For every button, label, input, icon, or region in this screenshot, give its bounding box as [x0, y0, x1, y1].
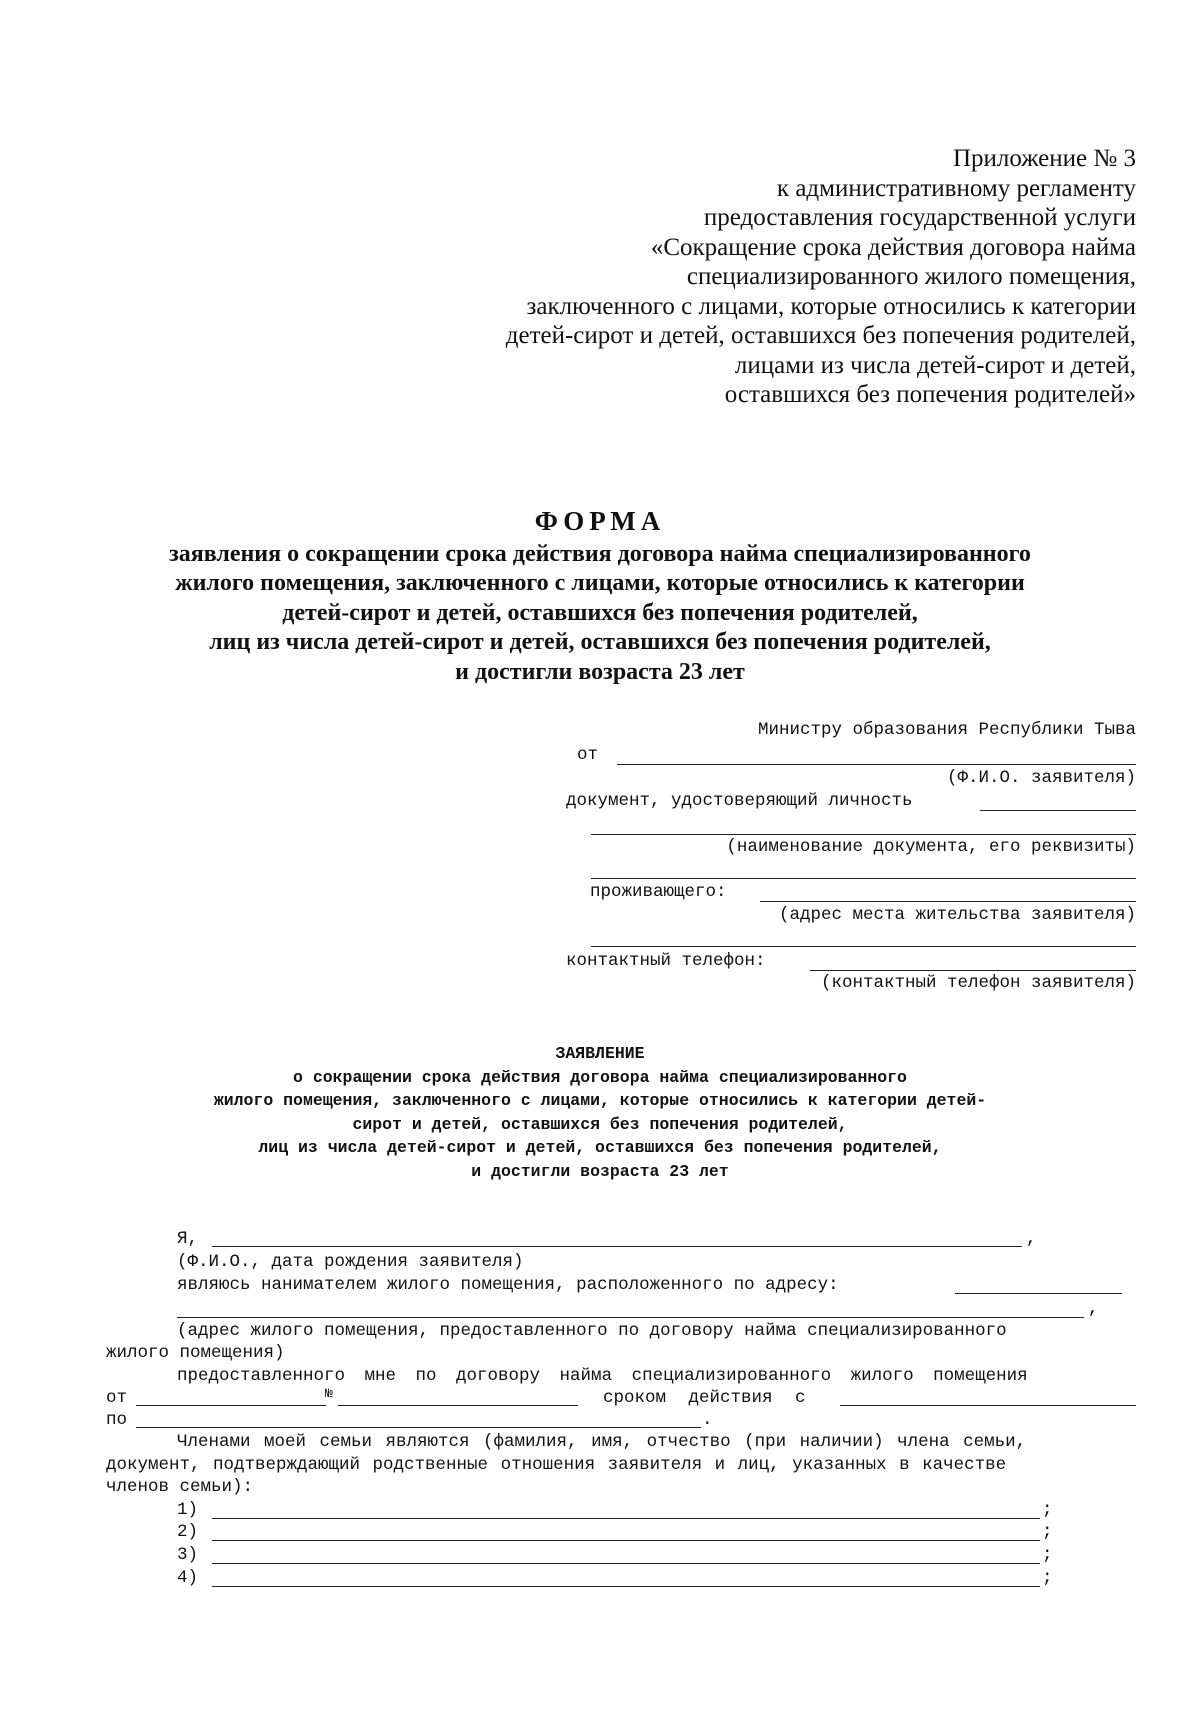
provided-text: предоставленного мне по договору найма специализированного жилого помещения: [177, 1366, 1028, 1386]
semicolon: ;: [1042, 1500, 1053, 1520]
appendix-line: предоставления государственной услуги: [703, 204, 1136, 231]
family-member-field[interactable]: [212, 1563, 1040, 1564]
contract-from-label: от: [106, 1388, 128, 1408]
doc-hint: (наименование документа, его реквизиты): [726, 837, 1136, 857]
semicolon: ;: [1042, 1568, 1053, 1588]
form-description-line: и достигли возраста 23 лет: [455, 658, 745, 685]
statement-line: сирот и детей, оставшихся без попечения родителей,: [352, 1114, 848, 1134]
identity-doc-label: документ, удостоверяющий личность: [566, 791, 913, 811]
appendix-line: лицами из числа детей-сирот и детей,: [734, 351, 1136, 379]
appendix-line: заключенного с лицами, которые относились к категории: [526, 292, 1136, 320]
form-description-line: детей-сирот и детей, оставшихся без попечения родителей,: [282, 599, 918, 626]
applicant-fio-birthdate-field[interactable]: [212, 1246, 1022, 1247]
appendix-line: специализированного жилого помещения,: [686, 263, 1136, 290]
residence-address-field[interactable]: [760, 901, 1136, 902]
from-label: от: [577, 745, 599, 765]
appendix-line: детей-сирот и детей, оставшихся без попечения родителей,: [505, 322, 1136, 349]
residence-address-field-line2[interactable]: [591, 946, 1136, 947]
address-hint: (адрес места жительства заявителя): [778, 905, 1136, 925]
phone-hint: (контактный телефон заявителя): [820, 973, 1136, 993]
appendix-line: к административному регламенту: [776, 174, 1136, 202]
semicolon: ;: [1042, 1522, 1053, 1542]
statement-line: жилого помещения, заключенного с лицами, которые относились к категории детей-: [213, 1091, 987, 1110]
dwelling-address-field-line2[interactable]: [177, 1317, 1084, 1318]
dwelling-address-hint: (адрес жилого помещения, предоставленного по договору найма специализированного: [177, 1321, 1007, 1341]
period: .: [702, 1410, 713, 1430]
family-member-field[interactable]: [212, 1540, 1040, 1541]
family-text-line2: документ, подтверждающий родственные отношения заявителя и лиц, указанных в качестве: [106, 1455, 1007, 1475]
term-end-field[interactable]: [136, 1427, 701, 1428]
residing-label: проживающего:: [590, 882, 727, 902]
applicant-fio-field[interactable]: [617, 764, 1136, 765]
appendix-header: [416, 144, 1136, 410]
statement-line: и достигли возраста 23 лет: [471, 1161, 729, 1181]
fio-hint: (Ф.И.О. заявителя): [946, 768, 1136, 788]
number-sign: №: [325, 1386, 333, 1401]
term-text: сроком действия с: [603, 1388, 806, 1408]
tenant-text: являюсь нанимателем жилого помещения, расположенного по адресу:: [177, 1275, 839, 1295]
statement-line: о сокращении срока действия договора найма специализированного: [293, 1067, 907, 1087]
addressee-to: Министру образования Республики Тыва: [757, 720, 1136, 740]
term-end-label: по: [106, 1410, 128, 1430]
appendix-line: «Сокращение срока действия договора найма: [650, 233, 1136, 261]
fio-birthdate-hint: (Ф.И.О., дата рождения заявителя): [177, 1252, 524, 1272]
form-description-line: заявления о сокращении срока действия договора найма специализированного: [169, 541, 1031, 567]
appendix-line: оставшихся без попечения родителей»: [724, 381, 1136, 408]
contract-number-field[interactable]: [338, 1405, 578, 1406]
family-member-number: 2): [177, 1522, 199, 1542]
semicolon: ;: [1042, 1545, 1053, 1565]
phone-label: контактный телефон:: [566, 951, 766, 971]
dwelling-address-field[interactable]: [955, 1293, 1122, 1294]
statement-line: лиц из числа детей-сирот и детей, оставшихся без попечения родителей,: [258, 1138, 942, 1157]
family-member-number: 3): [177, 1545, 199, 1565]
comma: ,: [1088, 1299, 1099, 1319]
family-member-number: 1): [177, 1500, 199, 1520]
family-member-field[interactable]: [212, 1586, 1040, 1587]
identity-doc-field[interactable]: [980, 810, 1136, 811]
family-text-line3: членов семьи):: [106, 1477, 254, 1497]
identity-doc-field-line2[interactable]: [591, 834, 1136, 835]
form-description-line: жилого помещения, заключенного с лицами, которые относились к категории: [175, 570, 1025, 597]
statement-title: ЗАЯВЛЕНИЕ: [555, 1044, 645, 1063]
form-description: [120, 540, 1080, 687]
phone-field[interactable]: [810, 970, 1136, 971]
statement-heading: [150, 1042, 1050, 1183]
form-description-line: лиц из числа детей-сирот и детей, оставшихся без попечения родителей,: [209, 629, 991, 656]
family-member-field[interactable]: [212, 1518, 1040, 1519]
comma: ,: [1026, 1229, 1037, 1249]
form-title: ФОРМА: [534, 506, 666, 536]
dwelling-address-hint-line2: жилого помещения): [106, 1343, 285, 1363]
appendix-line: Приложение № 3: [952, 145, 1136, 172]
term-start-field[interactable]: [840, 1405, 1136, 1406]
identity-doc-field-line3[interactable]: [591, 878, 1136, 879]
contract-date-field[interactable]: [136, 1405, 326, 1406]
family-member-number: 4): [177, 1568, 199, 1588]
family-text-line1: Членами моей семьи являются (фамилия, имя, отчество (при наличии) члена семьи,: [177, 1432, 1027, 1452]
ya-label: Я,: [177, 1229, 199, 1249]
